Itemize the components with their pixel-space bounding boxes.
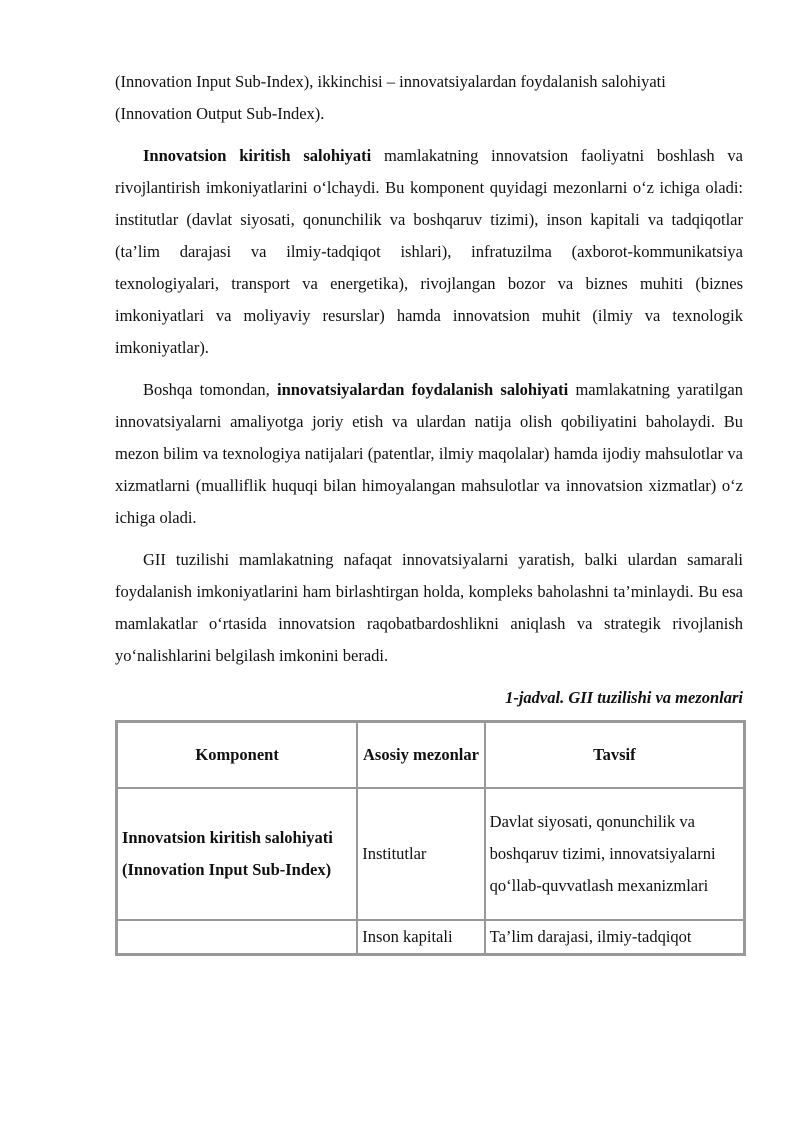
- table-cell-criteria: Institutlar: [357, 788, 484, 920]
- table-header-row: [117, 722, 744, 788]
- paragraph-output-sub-index: [115, 374, 743, 534]
- table-caption: 1-jadval. GII tuzilishi va mezonlari: [505, 688, 743, 707]
- paragraph-text: mamlakatning innovatsion faoliyatni boshlash va rivojlantirish imkoniyatlarini oʻlchaydi. Bu komponent quyidagi mezonlarni oʻz ichiga oladi: institutlar (davlat siyosati, qonunchilik va boshqaruv tizimi), inson kapitali va tadqiqotlar (ta’lim darajasi va ilmiy-tadqiqot ishlari), infratuzilma (axborot-kommunikatsiya texnologiyalari, transport va energetika), rivojlangan bozor va biznes muhiti (biznes imkoniyatlari va moliyaviy resurslar) hamda innovatsion muhit (ilmiy va texnologik imkoniyatlar).: [115, 146, 743, 357]
- term-input-potential: Innovatsion kiritish salohiyati: [143, 146, 372, 165]
- paragraph-text: Boshqa tomondan,: [143, 380, 277, 399]
- paragraph-intro: (Innovation Input Sub-Index), ikkinchisi – innovatsiyalardan foydalanish salohiyati (Innovation Output Sub-Index).: [115, 72, 666, 123]
- document-page: [115, 66, 743, 956]
- table-cell-component: Innovatsion kiritish salohiyati (Innovation Input Sub-Index): [117, 788, 357, 920]
- table-cell-criteria: Inson kapitali: [357, 920, 484, 954]
- column-header-description: Tavsif: [485, 722, 744, 788]
- table-cell-description: Ta’lim darajasi, ilmiy-tadqiqot: [485, 920, 744, 954]
- gii-structure-table: [115, 720, 746, 956]
- term-output-potential: innovatsiyalardan foydalanish salohiyati: [276, 380, 569, 399]
- column-header-component: Komponent: [117, 722, 357, 788]
- table-cell-component: [117, 920, 357, 954]
- column-header-criteria: Asosiy mezonlar: [357, 722, 484, 788]
- table-row: [117, 920, 744, 954]
- table-cell-description: Davlat siyosati, qonunchilik va boshqaruv tizimi, innovatsiyalarni qoʻllab-quvvatlash mexanizmlari: [485, 788, 744, 920]
- paragraph-input-sub-index: [115, 140, 743, 364]
- paragraph-gii-structure: GII tuzilishi mamlakatning nafaqat innovatsiyalarni yaratish, balki ulardan samarali foydalanish imkoniyatlarini ham birlashtirgan holda, kompleks baholashni ta’minlaydi. Bu esa mamlakatlar oʻrtasida innovatsion raqobatbardoshlikni aniqlash va strategik rivojlanish yoʻnalishlarini belgilash imkonini beradi.: [115, 550, 743, 665]
- table-row: [117, 788, 744, 920]
- paragraph-text: mamlakatning yaratilgan innovatsiyalarni amaliyotga joriy etish va ulardan natija olish qobiliyatini baholaydi. Bu mezon bilim va texnologiya natijalari (patentlar, ilmiy maqolalar) hamda ijodiy mahsulotlar va xizmatlarni (mualliflik huquqi bilan himoyalangan mahsulotlar va innovatsion xizmatlar) oʻz ichiga oladi.: [115, 380, 743, 527]
